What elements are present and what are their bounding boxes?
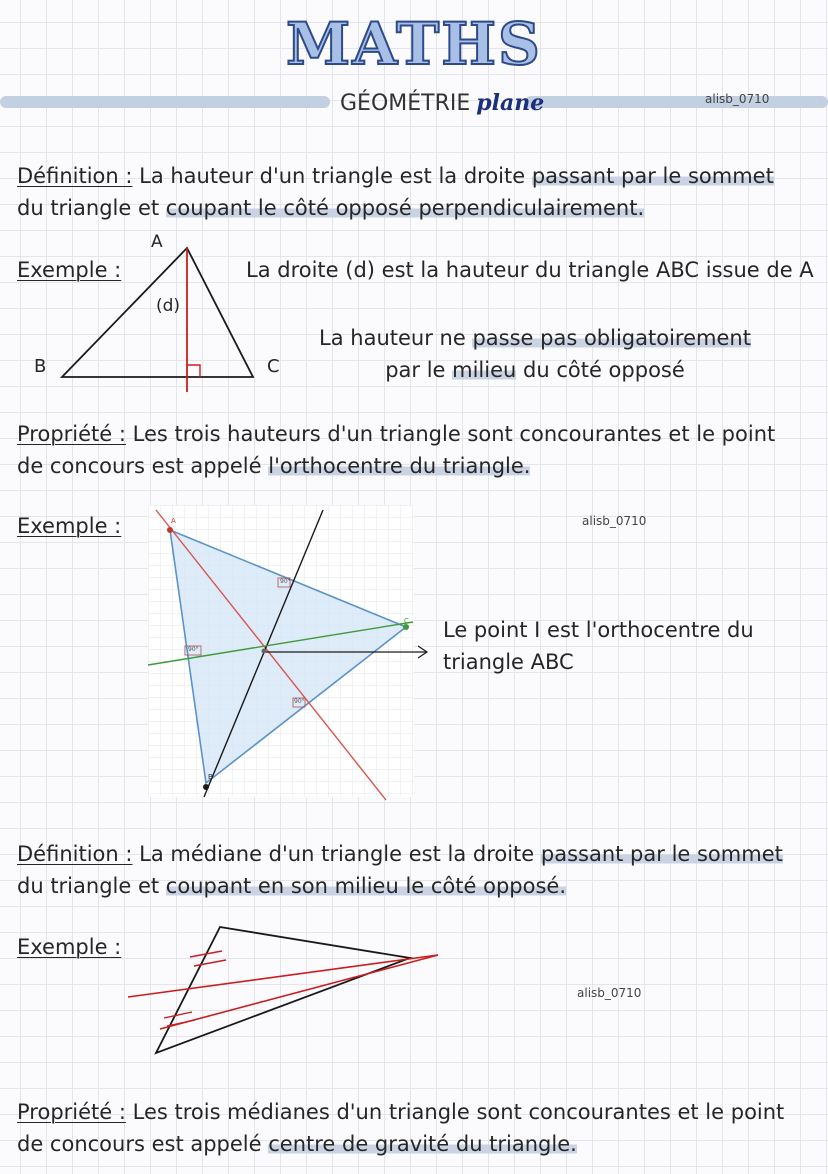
example-note: La hauteur ne passe pas obligatoirement par le milieu du côté opposé xyxy=(319,326,751,382)
vertex-a-label: A xyxy=(151,232,163,252)
author-handle: alisb_0710 xyxy=(577,986,642,1000)
subtitle-accent: plane xyxy=(476,90,545,116)
example-label: Exemple : xyxy=(17,935,122,959)
subtitle-main: GÉOMÉTRIE xyxy=(340,91,471,116)
triangle xyxy=(156,927,410,1053)
example-label: Exemple : xyxy=(17,258,122,282)
orthocentre-point xyxy=(262,649,267,654)
tick-mark xyxy=(164,1012,192,1018)
vertex-c-label: C xyxy=(267,356,280,377)
definition-label: Définition : xyxy=(17,164,133,188)
right-angle-marker xyxy=(187,365,200,377)
median-red xyxy=(128,955,438,997)
vertex-b-label: B xyxy=(34,356,47,377)
page-title: MATHS xyxy=(286,10,542,78)
property-orthocentre: Propriété : Les trois hauteurs d'un triangle sont concourantes et le point de concours est appelé l'orthocentre du triangle. xyxy=(17,422,776,478)
vertex-a-point xyxy=(167,527,173,533)
vertex-b-point xyxy=(203,784,209,790)
author-handle: alisb_0710 xyxy=(705,92,770,106)
vertex-b-label: B xyxy=(208,773,213,781)
property-label: Propriété : xyxy=(17,1100,126,1124)
definition-mediane: Définition : La médiane d'un triangle est la droite passant par le sommet du triangle et coupant en son milieu le côté opposé. xyxy=(17,842,783,898)
author-handle: alisb_0710 xyxy=(582,514,647,528)
angle-label: 90° xyxy=(294,698,305,705)
example-note-red: La droite (d) est la hauteur du triangle ABC issue de A xyxy=(246,258,814,282)
property-label: Propriété : xyxy=(17,422,126,446)
example-label: Exemple : xyxy=(17,514,122,538)
triangle-mediane-diagram xyxy=(120,915,450,1065)
header-band-left xyxy=(0,96,330,108)
definition-label: Définition : xyxy=(17,842,133,866)
line-d-label: (d) xyxy=(156,296,181,316)
page-subtitle xyxy=(340,90,544,116)
orthocentre-note: Le point I est l'orthocentre du triangle ABC xyxy=(443,618,754,674)
header-band-right xyxy=(525,96,828,108)
tick-mark xyxy=(194,960,226,966)
orthocentre-diagram xyxy=(148,505,438,805)
property-centre-gravite: Propriété : Les trois médianes d'un triangle sont concourantes et le point de concours est appelé centre de gravité du triangle. xyxy=(17,1100,785,1156)
vertex-a-label: A xyxy=(171,517,176,525)
definition-hauteur: Définition : La hauteur d'un triangle est la droite passant par le sommet du triangle et coupant le côté opposé perpendiculairement. xyxy=(17,164,774,220)
median-red xyxy=(160,955,438,1029)
vertex-c-label: C xyxy=(404,617,409,625)
angle-label: 90° xyxy=(188,646,199,653)
angle-label: 90° xyxy=(280,578,291,585)
